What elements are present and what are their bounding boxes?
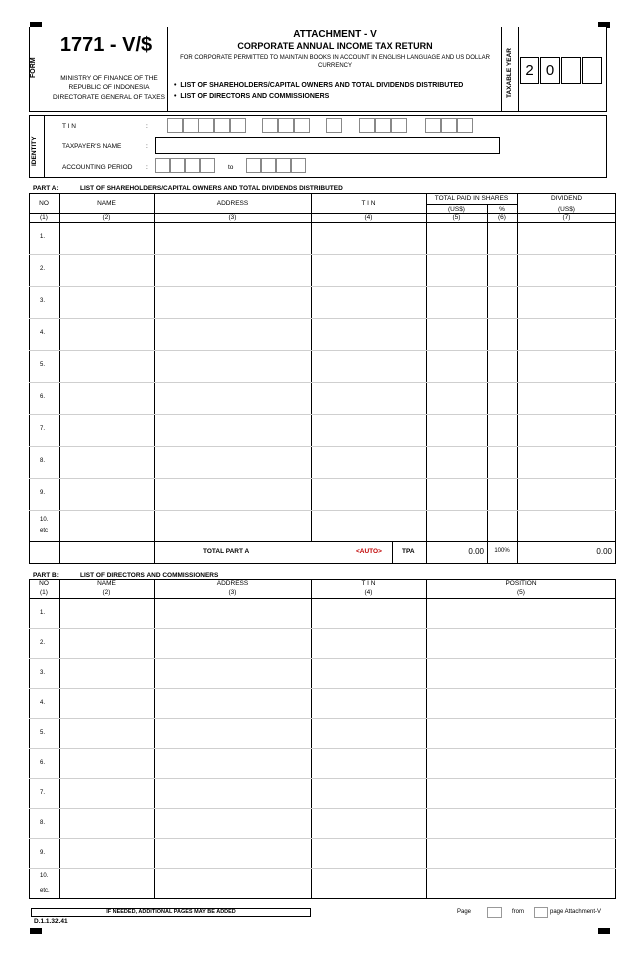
total-pages-input[interactable] <box>534 907 548 918</box>
form-label: FORM <box>30 57 37 78</box>
col-name-header: NAME <box>97 200 116 207</box>
period-digit-box[interactable] <box>261 158 276 173</box>
year-digit-1[interactable]: 2 <box>520 57 539 84</box>
col-num: (5) <box>452 214 461 221</box>
tin-digit-box[interactable] <box>278 118 294 133</box>
table-row[interactable] <box>29 778 616 808</box>
part-b-title: LIST OF DIRECTORS AND COMMISSIONERS <box>80 572 219 579</box>
part-a-title: LIST OF SHAREHOLDERS/CAPITAL OWNERS AND TOTAL DIVIDENDS DISTRIBUTED <box>80 185 343 192</box>
identity-label: IDENTITY <box>31 136 38 166</box>
table-row[interactable] <box>29 414 616 446</box>
row-number: 10. <box>40 873 49 879</box>
row-number: 8. <box>40 458 46 464</box>
row-number: 4. <box>40 330 46 336</box>
table-row[interactable] <box>29 718 616 748</box>
table-row[interactable] <box>29 868 616 898</box>
table-row[interactable] <box>29 598 616 628</box>
row-number: 6. <box>40 394 46 400</box>
period-digit-box[interactable] <box>170 158 185 173</box>
total-dividend-value: 0.00 <box>596 547 612 556</box>
form-subtitle: FOR CORPORATE PERMITTED TO MAINTAIN BOOKS IN ACCOUNT IN ENGLISH LANGUAGE AND US DOLLAR CURRENCY <box>180 55 490 69</box>
part-a-tag: PART A: <box>33 185 59 192</box>
part-b-tag: PART B: <box>33 572 59 579</box>
period-colon: : <box>146 164 148 171</box>
col-pct-header: % <box>499 206 505 213</box>
col-num: (1) <box>40 589 48 596</box>
directorate-name: DIRECTORATE GENERAL OF TAXES <box>53 94 165 101</box>
col-num: (2) <box>102 589 111 596</box>
row-number: 1. <box>40 234 46 240</box>
registration-mark <box>30 928 42 934</box>
row-number: 7. <box>40 790 46 796</box>
bullet-item-1: • LIST OF SHAREHOLDERS/CAPITAL OWNERS AND TOTAL DIVIDENDS DISTRIBUTED <box>174 82 464 89</box>
attachment-title: ATTACHMENT - V <box>293 29 377 40</box>
col-num: (7) <box>562 214 571 221</box>
col-num: (3) <box>228 214 237 221</box>
from-label: from <box>512 909 524 915</box>
table-row[interactable] <box>29 628 616 658</box>
page-number-input[interactable] <box>487 907 502 918</box>
col-paid-header: TOTAL PAID IN SHARES <box>434 195 509 202</box>
year-digit-3[interactable] <box>561 57 581 84</box>
auto-indicator: <AUTO> <box>356 548 382 555</box>
table-row[interactable] <box>29 478 616 510</box>
tpa-label: TPA <box>402 548 415 555</box>
total-part-a-label: TOTAL PART A <box>203 548 250 555</box>
accounting-period-label: ACCOUNTING PERIOD <box>62 164 133 171</box>
tin-digit-box[interactable] <box>167 118 183 133</box>
total-paid-value: 0.00 <box>468 547 484 556</box>
b-col-address-header: ADDRESS <box>216 580 249 587</box>
b-col-name-header: NAME <box>97 580 116 587</box>
table-row[interactable] <box>29 510 616 542</box>
form-code-footer: D.1.1.32.41 <box>34 918 68 925</box>
form-title: CORPORATE ANNUAL INCOME TAX RETURN <box>237 41 433 51</box>
col-usd-header: (US$) <box>448 206 465 213</box>
period-digit-box[interactable] <box>200 158 215 173</box>
year-digit-4[interactable] <box>582 57 602 84</box>
period-digit-box[interactable] <box>185 158 200 173</box>
b-col-no-header: NO <box>39 580 49 587</box>
part-a-etc: etc <box>40 528 49 534</box>
col-dividend-header: DIVIDEND <box>550 195 583 202</box>
page-suffix-label: page Attachment-V <box>550 909 602 915</box>
col-tin-header: T I N <box>361 200 376 207</box>
row-number: 3. <box>40 670 46 676</box>
row-number: 2. <box>40 266 46 272</box>
taxpayer-name-input[interactable] <box>155 137 500 154</box>
tin-digit-box[interactable] <box>262 118 278 133</box>
additional-pages-note: IF NEEDED, ADDITIONAL PAGES MAY BE ADDED <box>106 909 236 915</box>
col-no-header: NO <box>39 200 49 207</box>
tin-digit-box[interactable] <box>457 118 473 133</box>
page-label: Page <box>457 909 472 915</box>
tin-digit-box[interactable] <box>441 118 457 133</box>
table-row[interactable] <box>29 382 616 414</box>
ministry-name: MINISTRY OF FINANCE OF THE REPUBLIC OF INDONESIA <box>60 75 158 91</box>
row-number: 1. <box>40 610 46 616</box>
period-digit-box[interactable] <box>155 158 170 173</box>
col-num: (4) <box>364 589 373 596</box>
row-number: 5. <box>40 362 46 368</box>
col-address-header: ADDRESS <box>216 200 249 207</box>
row-number: 8. <box>40 820 46 826</box>
table-row[interactable] <box>29 222 616 254</box>
row-number: 7. <box>40 426 46 432</box>
tin-digit-box[interactable] <box>230 118 246 133</box>
tin-digit-box[interactable] <box>183 118 199 133</box>
table-row[interactable] <box>29 254 616 286</box>
table-row[interactable] <box>29 318 616 350</box>
col-num: (2) <box>102 214 111 221</box>
table-row[interactable] <box>29 688 616 718</box>
table-row[interactable] <box>29 658 616 688</box>
period-digit-box[interactable] <box>246 158 261 173</box>
table-row[interactable] <box>29 446 616 478</box>
period-to-label: to <box>228 164 234 171</box>
taxpayer-name-label: TAXPAYER'S NAME <box>62 143 122 150</box>
tin-digit-box[interactable] <box>375 118 391 133</box>
col-dividend-usd-header: (US$) <box>558 206 575 213</box>
table-row[interactable] <box>29 350 616 382</box>
tin-digit-box[interactable] <box>391 118 407 133</box>
period-digit-box[interactable] <box>291 158 306 173</box>
b-col-tin-header: T I N <box>361 580 376 587</box>
col-num: (4) <box>364 214 373 221</box>
total-pct-value: 100% <box>494 548 510 554</box>
form-code: 1771 - V/$ <box>59 34 153 56</box>
period-digit-box[interactable] <box>276 158 291 173</box>
col-num: (6) <box>498 214 506 221</box>
tin-digit-box[interactable] <box>425 118 441 133</box>
bullet-item-2: • LIST OF DIRECTORS AND COMMISSIONERS <box>174 93 330 100</box>
row-number: 3. <box>40 298 46 304</box>
table-row[interactable] <box>29 838 616 868</box>
row-number: 2. <box>40 640 46 646</box>
tin-digit-box[interactable] <box>359 118 375 133</box>
name-colon: : <box>146 143 148 150</box>
table-row[interactable] <box>29 808 616 838</box>
row-number: 6. <box>40 760 46 766</box>
table-row[interactable] <box>29 748 616 778</box>
col-num: (5) <box>517 589 525 596</box>
row-number: 9. <box>40 850 46 856</box>
row-number: 4. <box>40 700 46 706</box>
table-row[interactable] <box>29 286 616 318</box>
b-col-position-header: POSITION <box>505 580 537 587</box>
part-b-etc: etc. <box>40 888 50 894</box>
tin-digit-box[interactable] <box>198 118 214 133</box>
tin-digit-box[interactable] <box>294 118 310 133</box>
year-digit-2[interactable]: 0 <box>540 57 560 84</box>
tin-digit-box[interactable] <box>214 118 230 133</box>
tin-label: T I N <box>62 123 76 130</box>
tin-colon: : <box>146 123 148 130</box>
col-num: (1) <box>40 214 48 221</box>
registration-mark <box>598 928 610 934</box>
taxable-year-label: TAXABLE YEAR <box>506 48 513 98</box>
row-number: 5. <box>40 730 46 736</box>
row-number: 9. <box>40 490 46 496</box>
col-num: (3) <box>228 589 237 596</box>
row-number: 10. <box>40 517 49 523</box>
tin-digit-box[interactable] <box>326 118 342 133</box>
